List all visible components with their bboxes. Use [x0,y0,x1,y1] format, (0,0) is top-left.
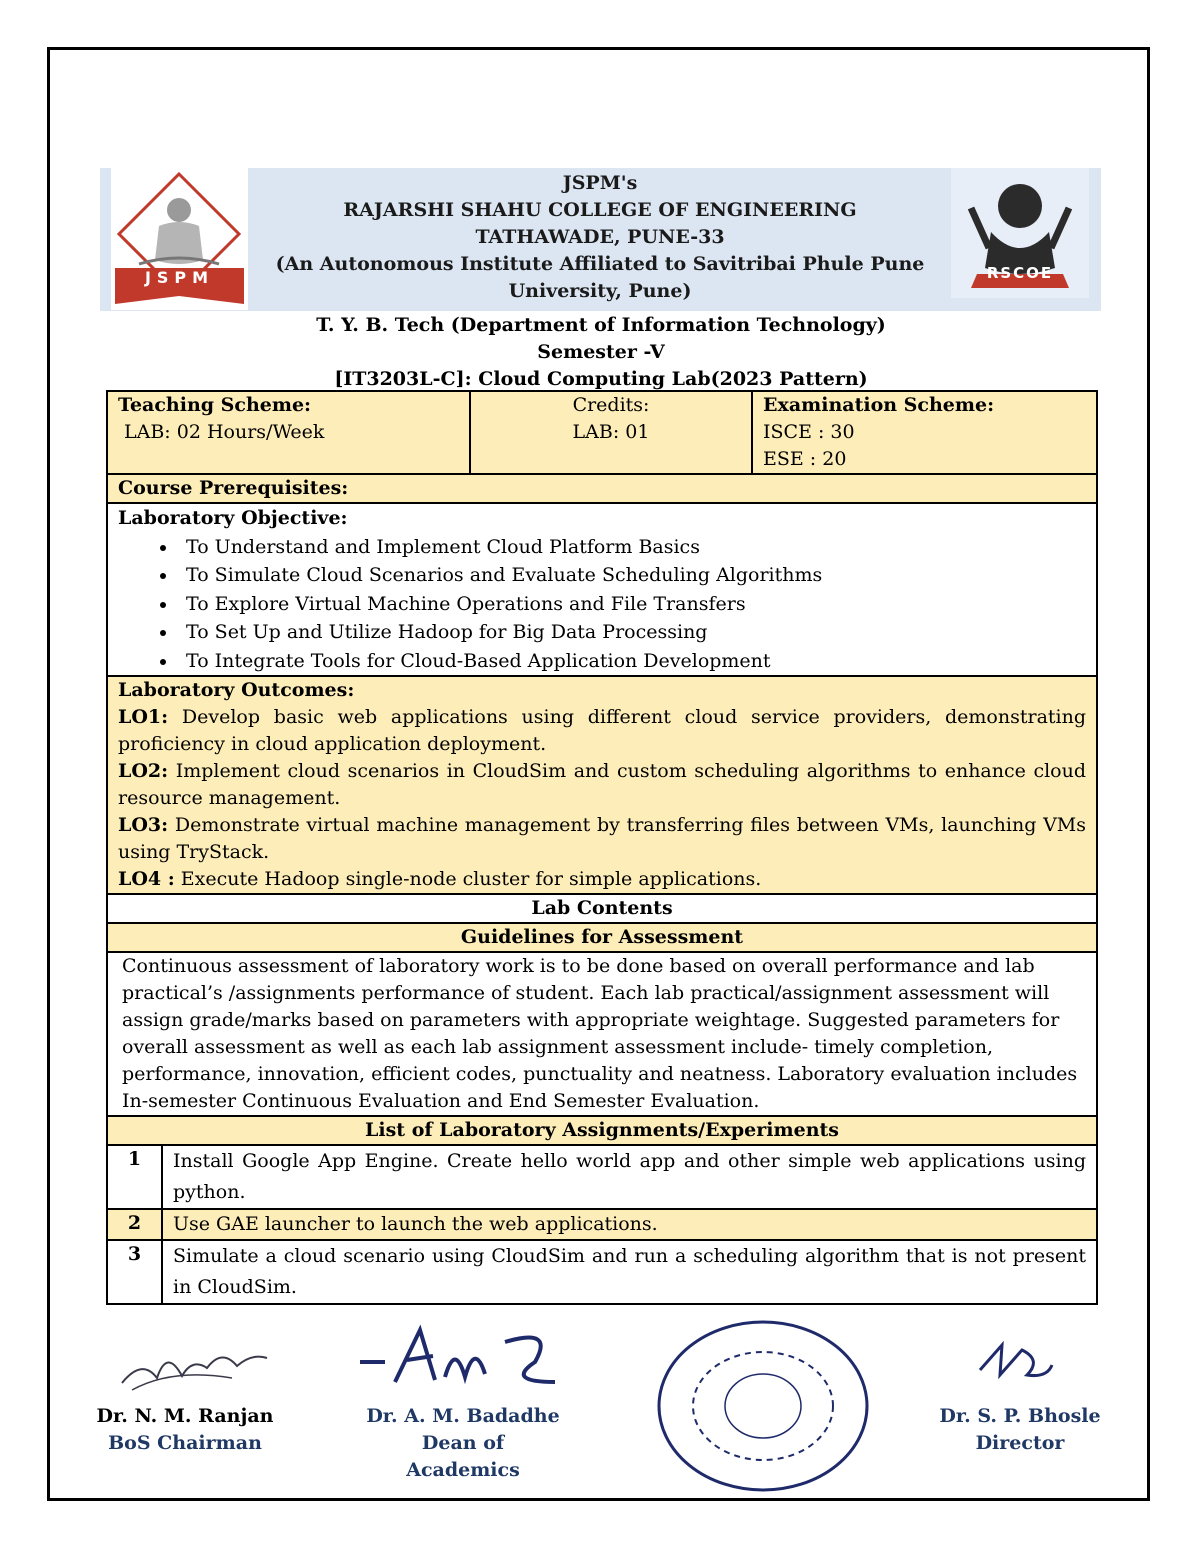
jspm-logo-text: JSPM [144,268,215,287]
course-table [106,390,1098,1305]
exam-isce: ISCE : 30 [763,421,855,443]
assignment-number: 3 [107,1240,162,1304]
prerequisites-row [107,474,1097,503]
signatory-badadhe [365,1403,561,1484]
outcomes-cell [107,676,1097,894]
assignment-row [107,1240,1097,1304]
signature-bhosle [972,1330,1062,1390]
lab-contents-row [107,894,1097,923]
outcome-code: LO4 : [118,868,175,890]
course-code-title: [IT3203L-C]: Cloud Computing Lab(2023 Pattern) [334,368,868,390]
outcome-item [118,812,1086,866]
outcome-item [118,758,1086,812]
outcome-text: Implement cloud scenarios in CloudSim and custom scheduling algorithms to enhance cloud resource management. [118,760,1087,809]
signatory-ranjan [96,1403,274,1457]
objective-item: • To Integrate Tools for Cloud-Based Application Development [178,647,1086,676]
outcome-item [118,704,1086,758]
objectives-list [118,533,1086,676]
college-stamp [655,1318,870,1493]
signatory-name: Dr. S. P. Bhosle [939,1405,1101,1427]
outcome-text: Develop basic web applications using different cloud service providers, demonstrating proficiency in cloud application deployment. [118,706,1087,755]
outcome-code: LO1: [118,706,169,728]
header-line-2: RAJARSHI SHAHU COLLEGE OF ENGINEERING [343,199,857,221]
header-line-4: (An Autonomous Institute Affiliated to Savitribai Phule Pune [275,253,925,275]
credits-cell [470,391,752,474]
assignment-row [107,1145,1097,1209]
assignment-text: Use GAE launcher to launch the web applications. [162,1209,1097,1240]
program-name: T. Y. B. Tech (Department of Information Technology) [316,314,886,336]
objective-item: • To Understand and Implement Cloud Platform Basics [178,533,1086,562]
course-heading [106,312,1096,393]
objectives-label: Laboratory Objective: [118,507,348,529]
institute-header [250,170,950,305]
header-line-5: University, Pune) [508,280,692,302]
outcome-text: Demonstrate virtual machine management by transferring files between VMs, launching VMs using TryStack. [118,814,1087,863]
header-line-1: JSPM's [562,172,638,194]
assignment-row [107,1209,1097,1240]
guidelines-label: Guidelines for Assessment [107,923,1097,952]
teaching-scheme-label: Teaching Scheme: [118,394,312,416]
credits-value: LAB: 01 [572,421,650,443]
assignment-text: Install Google App Engine. Create hello world app and other simple web applications using python. [162,1145,1097,1209]
teaching-scheme-value: LAB: 02 Hours/Week [124,421,325,443]
exam-scheme-label: Examination Scheme: [763,394,995,416]
signature-badadhe [355,1322,575,1392]
assignment-number: 2 [107,1209,162,1240]
lab-contents-label: Lab Contents [107,894,1097,923]
exam-ese: ESE : 20 [763,448,847,470]
credits-label: Credits: [572,394,650,416]
jspm-logo [111,168,248,310]
assignment-text: Simulate a cloud scenario using CloudSim and run a scheduling algorithm that is not present in CloudSim. [162,1240,1097,1304]
signatory-title: BoS Chairman [108,1432,262,1454]
guidelines-text: Continuous assessment of laboratory work is to be done based on overall performance and lab practical’s /assignments performance of student. Each lab practical/assignment assessment will assign grade/marks based on parameters with appropriate weightage. Suggested parameters for overall assessment as well as each lab assignment assessment include- timely completion, performance, innovation, efficient codes, punctuality and neatness. Laboratory evaluation includes In-semester Continuous Evaluation and End Semester Evaluation. [107,952,1097,1116]
assignments-header-row [107,1116,1097,1145]
rscoe-logo-text: RSCOE [986,264,1054,282]
objective-item: • To Set Up and Utilize Hadoop for Big Data Processing [178,618,1086,647]
signature-ranjan [112,1328,282,1398]
outcome-text: Execute Hadoop single-node cluster for simple applications. [174,868,762,890]
guidelines-header-row [107,923,1097,952]
objective-item: • To Explore Virtual Machine Operations and File Transfers [178,590,1086,619]
header-line-3: TATHAWADE, PUNE-33 [475,226,725,248]
signatory-title: Director [975,1432,1065,1454]
outcomes-label: Laboratory Outcomes: [118,679,355,701]
scheme-row [107,391,1097,474]
guidelines-row [107,952,1097,1116]
prerequisites-label: Course Prerequisites: [107,474,1097,503]
objectives-row [107,503,1097,676]
outcomes-row [107,676,1097,894]
objectives-cell [107,503,1097,676]
semester: Semester -V [537,341,665,363]
outcome-code: LO2: [118,760,169,782]
teaching-scheme-cell [107,391,470,474]
assignments-label: List of Laboratory Assignments/Experiments [107,1116,1097,1145]
objective-item: • To Simulate Cloud Scenarios and Evaluate Scheduling Algorithms [178,561,1086,590]
outcome-item [118,866,1086,893]
exam-scheme-cell [752,391,1097,474]
assignment-number: 1 [107,1145,162,1209]
signatory-name: Dr. N. M. Ranjan [96,1405,274,1427]
signatory-bhosle [938,1403,1102,1457]
signatory-name: Dr. A. M. Badadhe [366,1405,560,1427]
signatory-title: Dean of Academics [406,1432,520,1481]
outcome-code: LO3: [118,814,169,836]
